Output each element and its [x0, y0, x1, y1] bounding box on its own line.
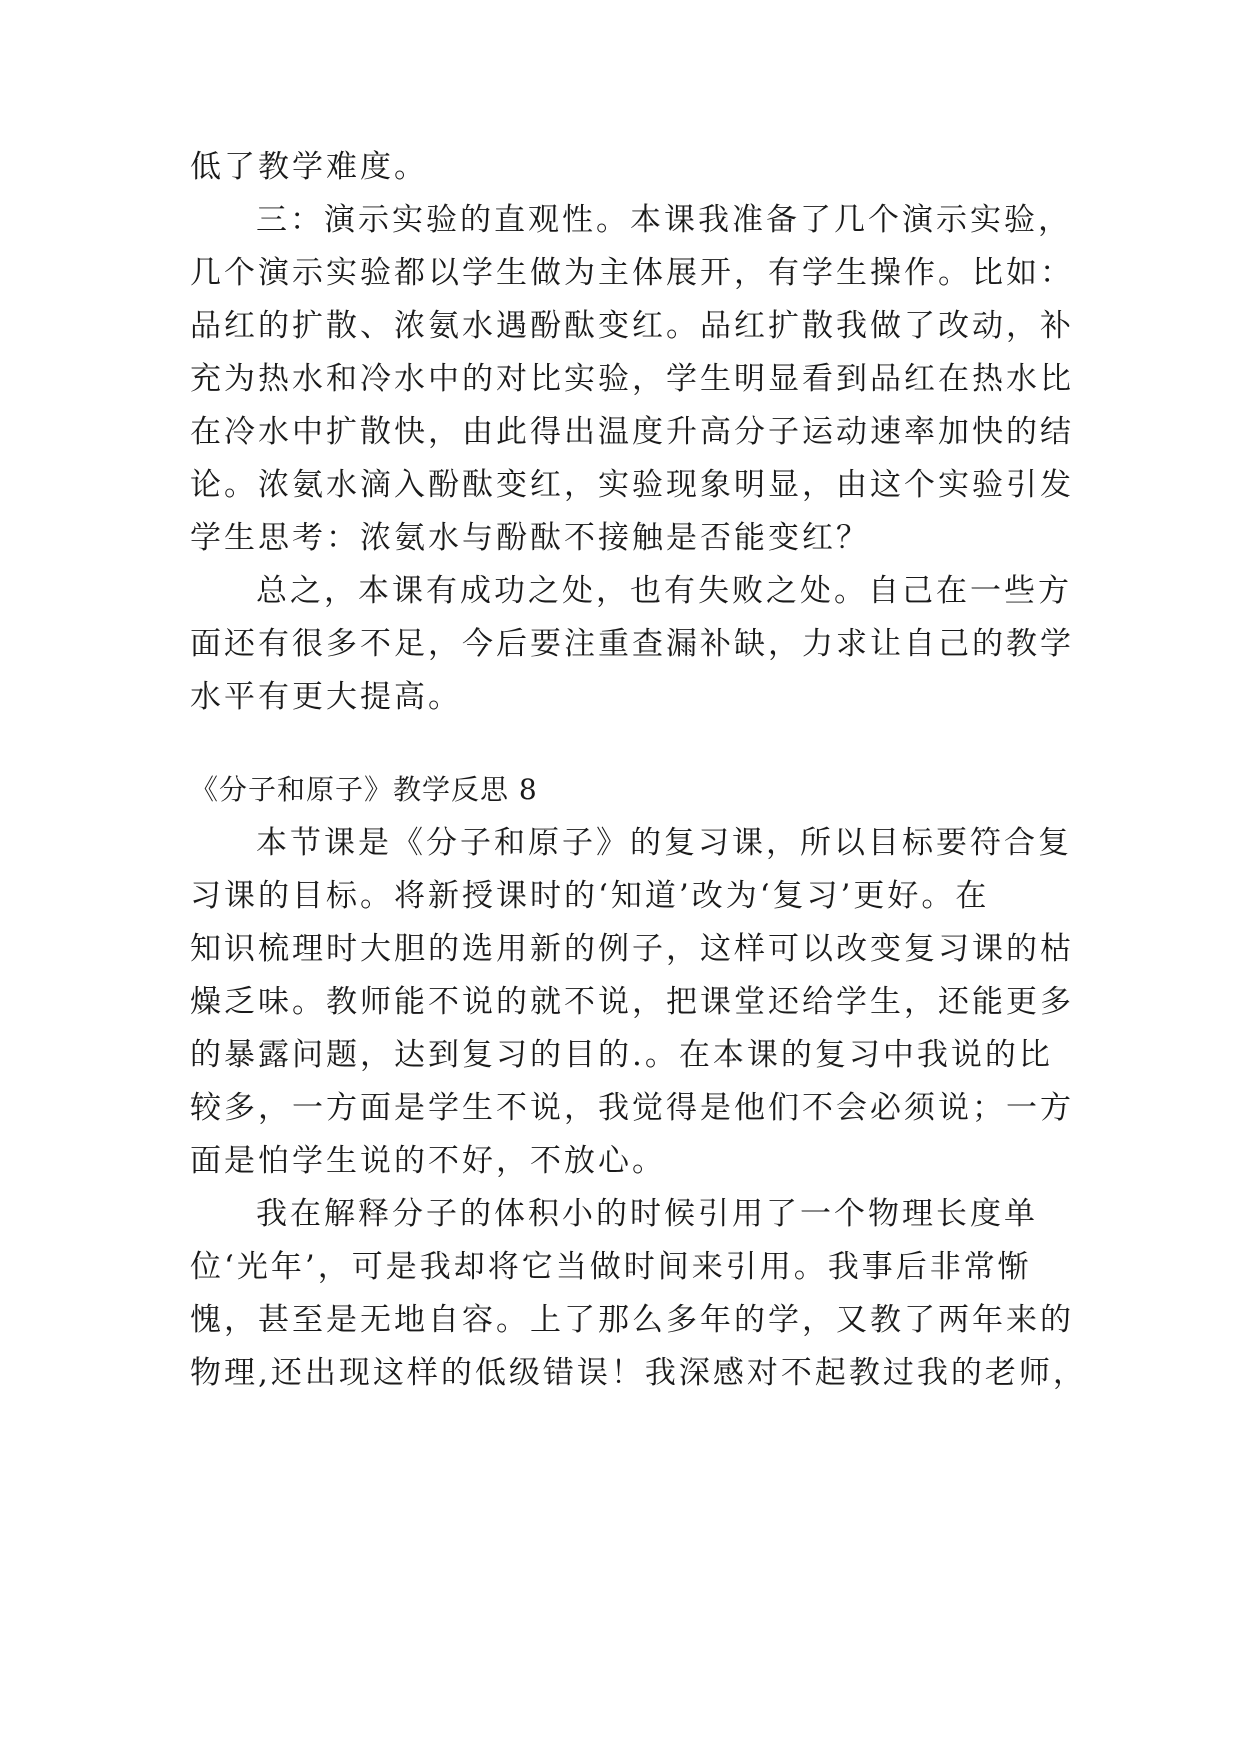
paragraph-line: 面是怕学生说的不好，不放心。: [190, 1143, 666, 1179]
paragraph-line: 在冷水中扩散快，由此得出温度升高分子运动速率加快的结: [190, 414, 1074, 450]
paragraph-line: 学生思考：浓氨水与酚酞不接触是否能变红？: [190, 520, 870, 556]
paragraph-line: 愧，甚至是无地自容。上了那么多年的学，又教了两年来的: [190, 1302, 1074, 1338]
paragraph-line: 我在解释分子的体积小的时候引用了一个物理长度单: [256, 1196, 1038, 1232]
paragraph-line: 充为热水和冷水中的对比实验，学生明显看到品红在热水比: [190, 361, 1074, 397]
paragraph-line: 几个演示实验都以学生做为主体展开，有学生操作。比如：: [190, 255, 1074, 291]
paragraph-line: 低了教学难度。: [190, 149, 428, 185]
paragraph-line: 总之，本课有成功之处，也有失败之处。自己在一些方: [256, 573, 1072, 609]
paragraph-line: 知识梳理时大胆的选用新的例子，这样可以改变复习课的枯: [190, 931, 1074, 967]
paragraph-line: 燥乏味。教师能不说的就不说，把课堂还给学生，还能更多: [190, 984, 1074, 1020]
paragraph-line: 三：演示实验的直观性。本课我准备了几个演示实验，: [256, 202, 1072, 238]
paragraph-line: 水平有更大提高。: [190, 679, 462, 715]
paragraph-line: 位‘光年’，可是我却将它当做时间来引用。我事后非常惭: [190, 1249, 1032, 1285]
section-heading: 《分子和原子》教学反思 8: [190, 773, 538, 806]
paragraph-line: 物理,还出现这样的低级错误！我深感对不起教过我的老师，: [190, 1355, 1087, 1391]
paragraph-line: 习课的目标。将新授课时的‘知道’改为‘复习’更好。在: [190, 878, 990, 914]
paragraph-line: 论。浓氨水滴入酚酞变红，实验现象明显，由这个实验引发: [190, 467, 1074, 503]
paragraph-line: 面还有很多不足，今后要注重查漏补缺，力求让自己的教学: [190, 626, 1074, 662]
paragraph-line: 较多，一方面是学生不说，我觉得是他们不会必须说；一方: [190, 1090, 1074, 1126]
paragraph-line: 的暴露问题，达到复习的目的.。在本课的复习中我说的比: [190, 1037, 1053, 1073]
paragraph-line: 本节课是《分子和原子》的复习课，所以目标要符合复: [256, 825, 1072, 861]
paragraph-line: 品红的扩散、浓氨水遇酚酞变红。品红扩散我做了改动，补: [190, 308, 1074, 344]
